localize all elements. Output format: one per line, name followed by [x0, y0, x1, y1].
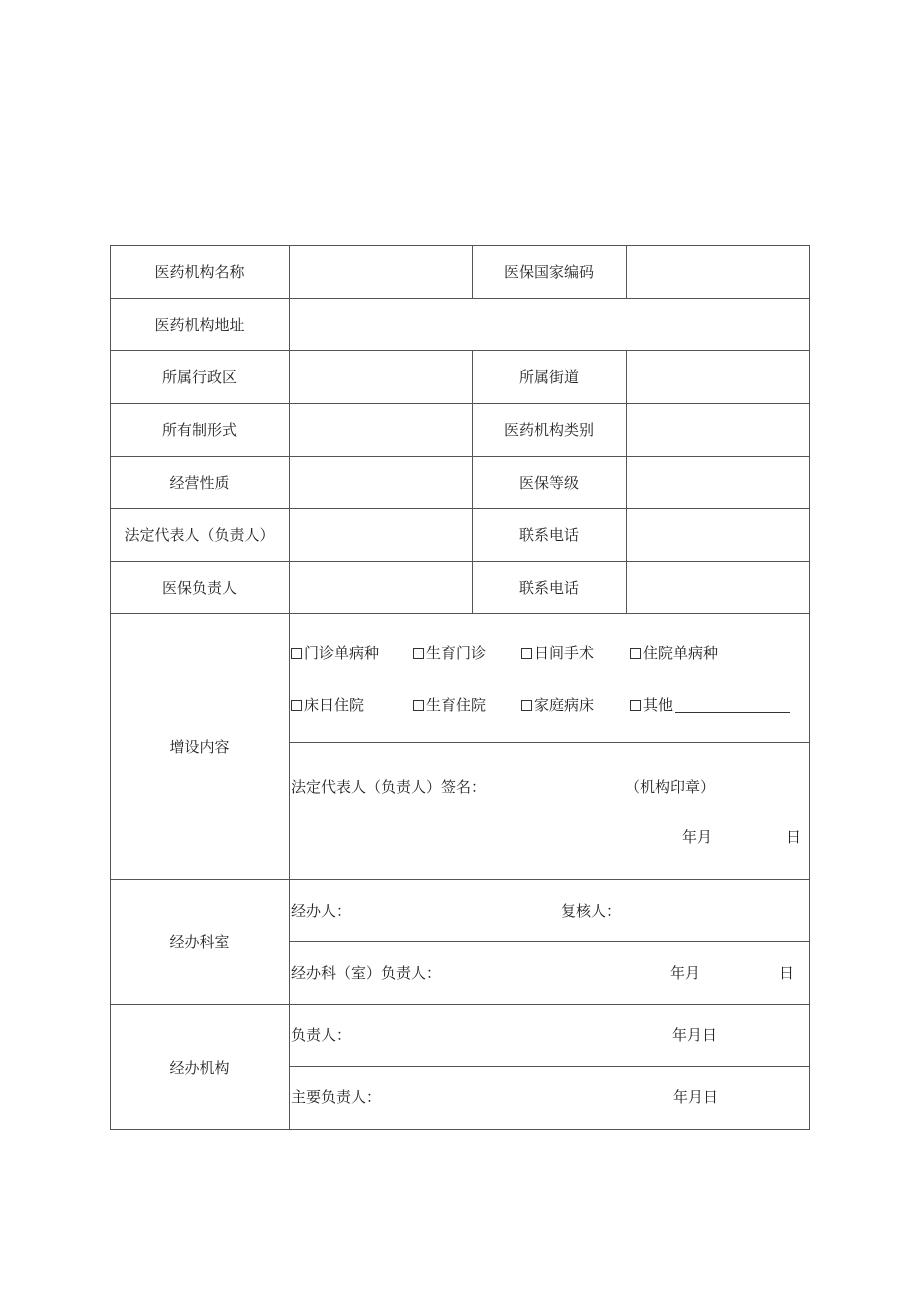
institution-category-label: 医药机构类别	[503, 421, 594, 439]
column-divider	[289, 245, 290, 1130]
other-blank-line[interactable]	[675, 712, 790, 713]
seal-label: （机构印章）	[625, 778, 716, 796]
option-other[interactable]: 其他	[630, 695, 673, 715]
option-inpatient-single-disease[interactable]: 住院单病种	[630, 643, 718, 663]
legal-representative-label: 法定代表人（负责人）	[124, 526, 275, 544]
additions-label: 增设内容	[169, 737, 230, 756]
date-day: 日	[779, 964, 795, 982]
agency-main-head-label: 主要负责人：	[291, 1088, 382, 1106]
column-divider	[626, 245, 627, 298]
street-label: 所属街道	[518, 368, 579, 386]
option-day-surgery[interactable]: 日间手术	[521, 643, 594, 663]
date-year-month: 年月	[670, 964, 701, 982]
office-head-label: 经办科（室）负责人：	[291, 964, 442, 982]
insurance-level-label: 医保等级	[518, 473, 579, 492]
checkbox-icon	[413, 648, 424, 659]
ownership-label: 所有制形式	[161, 421, 237, 439]
option-outpatient-single-disease[interactable]: 门诊单病种	[291, 643, 379, 663]
column-divider	[626, 350, 627, 613]
option-home-hospital-bed[interactable]: 家庭病床	[521, 695, 594, 715]
agency-head-label: 负责人：	[291, 1026, 352, 1044]
option-bed-day-inpatient[interactable]: 床日住院	[291, 695, 364, 715]
sub-row-divider	[289, 1066, 810, 1067]
business-nature-label: 经营性质	[169, 473, 230, 492]
contact-phone-label: 联系电话	[518, 526, 579, 544]
checkbox-icon	[413, 700, 424, 711]
date-year-month: 年月	[682, 828, 713, 846]
sub-row-divider	[289, 941, 810, 942]
checkbox-icon	[630, 700, 641, 711]
sub-row-divider	[289, 742, 810, 743]
handling-agency-label: 经办机构	[169, 1058, 230, 1077]
reviewer-label: 复核人：	[561, 902, 622, 920]
district-label: 所属行政区	[161, 368, 237, 386]
checkbox-icon	[521, 648, 532, 659]
institution-address-label: 医药机构地址	[154, 315, 245, 334]
checkbox-icon	[291, 700, 302, 711]
handler-label: 经办人：	[291, 902, 352, 920]
date: 年月日	[673, 1088, 719, 1106]
checkbox-icon	[291, 648, 302, 659]
option-maternity-outpatient[interactable]: 生育门诊	[413, 643, 486, 663]
contact-phone-label: 联系电话	[518, 578, 579, 597]
signature-label: 法定代表人（负责人）签名：	[291, 778, 487, 796]
insurance-head-label: 医保负责人	[161, 578, 237, 597]
date: 年月日	[672, 1026, 718, 1044]
handling-office-label: 经办科室	[169, 933, 230, 951]
option-maternity-inpatient[interactable]: 生育住院	[413, 695, 486, 715]
checkbox-icon	[630, 648, 641, 659]
date-day: 日	[786, 828, 802, 846]
institution-name-label: 医药机构名称	[154, 263, 245, 281]
insurance-code-label: 医保国家编码	[503, 263, 594, 281]
checkbox-icon	[521, 700, 532, 711]
